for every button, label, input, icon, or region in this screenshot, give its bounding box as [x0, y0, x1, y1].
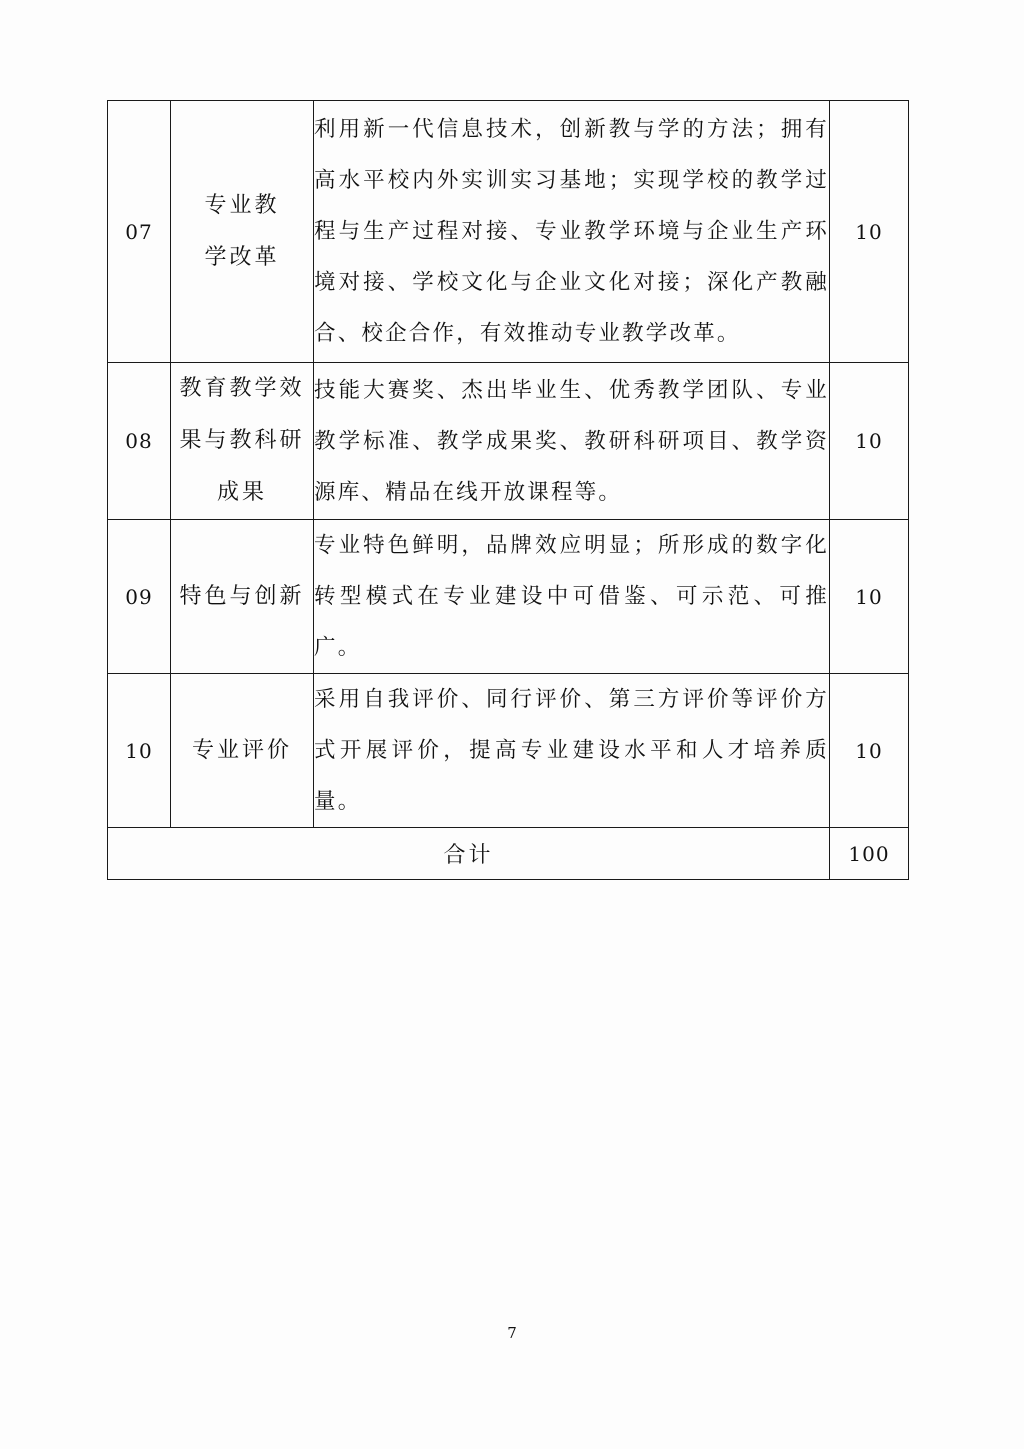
item-name: 特色与创新 [171, 520, 314, 674]
item-description: 利用新一代信息技术，创新教与学的方法；拥有高水平校内外实训实习基地；实现学校的教学过程与生产过程对接、专业教学环境与企业生产环境对接、学校文化与企业文化对接；深化产教融合、校企合作，有效推动专业教学改革。 [314, 101, 830, 363]
evaluation-table [107, 100, 909, 880]
row-number: 10 [108, 674, 171, 828]
table-row [108, 101, 909, 363]
item-score: 10 [830, 363, 909, 520]
item-description: 专业特色鲜明，品牌效应明显；所形成的数字化转型模式在专业建设中可借鉴、可示范、可推广。 [314, 520, 830, 674]
item-name: 专业教学改革 [171, 101, 314, 363]
page-number: 7 [507, 1324, 517, 1342]
table-row [108, 674, 909, 828]
item-name: 教育教学效果与教科研成果 [171, 363, 314, 520]
item-description: 技能大赛奖、杰出毕业生、优秀教学团队、专业教学标准、教学成果奖、教研科研项目、教学资源库、精品在线开放课程等。 [314, 363, 830, 520]
item-score: 10 [830, 674, 909, 828]
table-row [108, 520, 909, 674]
row-number: 07 [108, 101, 171, 363]
table-row [108, 363, 909, 520]
item-score: 10 [830, 101, 909, 363]
item-score: 10 [830, 520, 909, 674]
row-number: 08 [108, 363, 171, 520]
row-number: 09 [108, 520, 171, 674]
item-description: 采用自我评价、同行评价、第三方评价等评价方式开展评价，提高专业建设水平和人才培养质量。 [314, 674, 830, 828]
item-name: 专业评价 [171, 674, 314, 828]
total-score: 100 [830, 828, 909, 880]
total-row [108, 828, 909, 880]
total-label: 合计 [108, 828, 830, 880]
